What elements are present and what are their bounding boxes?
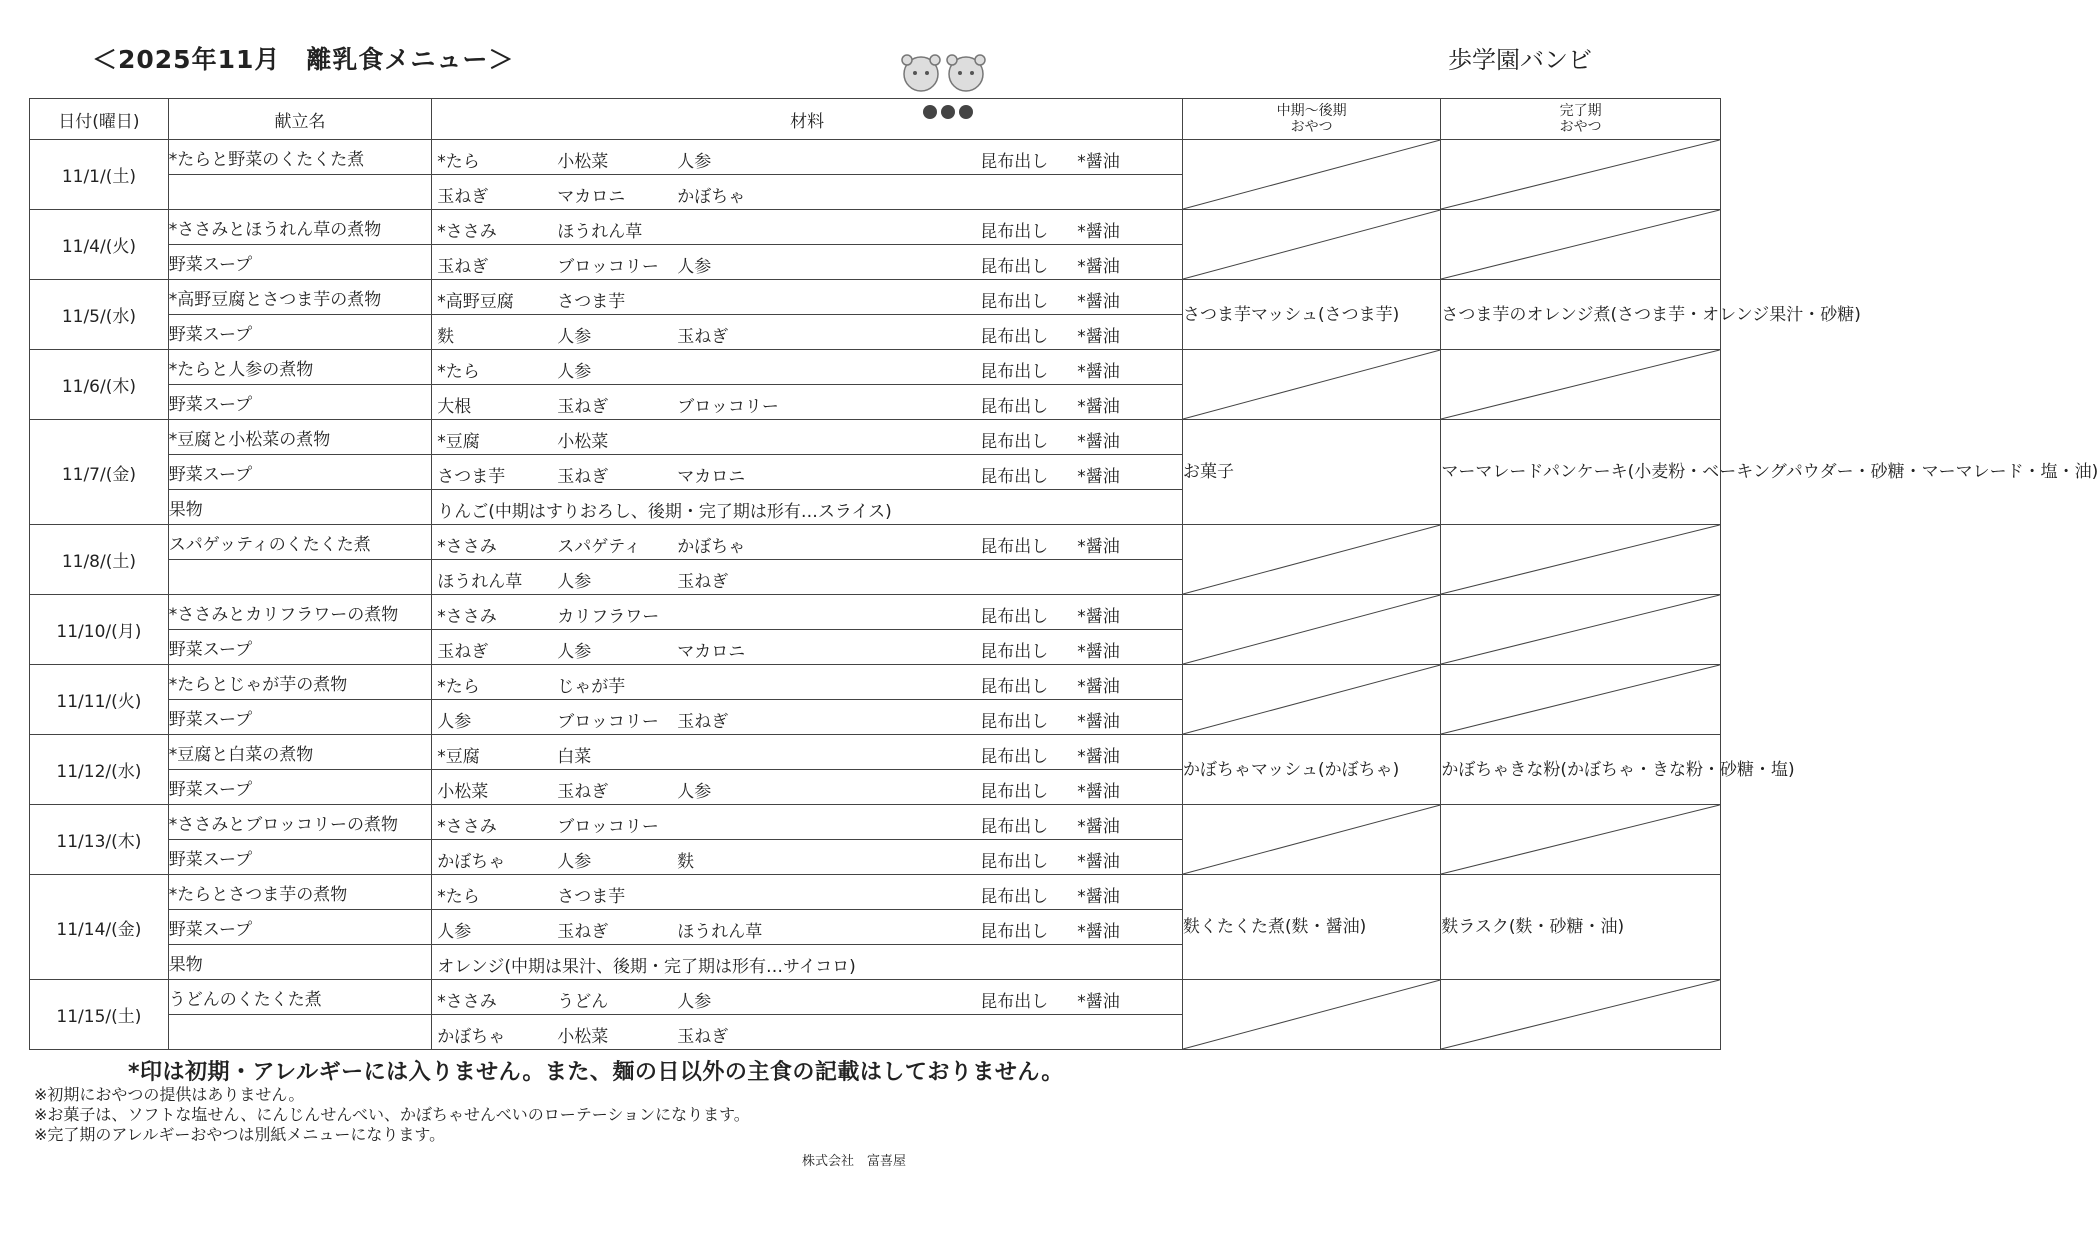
table-row <box>30 665 1721 700</box>
ingredient-item: *ささみ <box>437 992 497 1012</box>
ingredients-cell <box>432 1015 1183 1050</box>
header-snack-final-line2: おやつ <box>1559 119 1602 135</box>
ingredient-item: *ささみ <box>437 607 497 627</box>
ingredients-cell <box>432 945 1183 980</box>
ingredient-item: 小松菜 <box>557 1027 609 1047</box>
snack-final-empty <box>1441 210 1721 280</box>
seasoning-soy: *醤油 <box>1077 257 1120 277</box>
ingredients-cell <box>432 490 1183 525</box>
ingredient-item: *ささみ <box>437 817 497 837</box>
empty-cell-slash <box>1441 665 1720 734</box>
snack-mid-empty <box>1182 595 1440 665</box>
seasoning-dashi: 昆布出し <box>980 852 1049 872</box>
snack-final-empty <box>1441 980 1721 1050</box>
ingredient-item: さつま芋 <box>557 292 626 312</box>
ingredient-item: *たら <box>437 887 480 907</box>
ingredient-item: 麩 <box>677 852 695 872</box>
ingredient-item: 小松菜 <box>557 432 609 452</box>
snack-final-empty <box>1441 805 1721 875</box>
empty-cell-slash <box>1441 525 1720 594</box>
ingredients-cell <box>432 700 1183 735</box>
ingredient-item: 小松菜 <box>557 152 609 172</box>
seasoning-soy: *醤油 <box>1077 992 1120 1012</box>
header-snack-mid-line1: 中期～後期 <box>1276 103 1347 119</box>
date-cell: 11/13/(木) <box>30 805 169 875</box>
allergy-note: *印は初期・アレルギーには入りません。また、麺の日以外の主食の記載はしておりません。 <box>128 1060 1064 1085</box>
empty-cell-slash <box>1183 140 1440 209</box>
seasoning-soy: *醤油 <box>1077 852 1120 872</box>
ingredients-cell <box>432 210 1183 245</box>
ingredients-cell <box>432 280 1183 315</box>
ingredient-item: 玉ねぎ <box>677 1027 729 1047</box>
snack-mid-empty <box>1182 805 1440 875</box>
ingredient-item: うどん <box>557 992 609 1012</box>
ingredient-item: 玉ねぎ <box>557 467 609 487</box>
dish-cell <box>168 560 431 595</box>
ingredients-cell <box>432 630 1183 665</box>
seasoning-soy: *醤油 <box>1077 782 1120 802</box>
table-row <box>30 735 1721 770</box>
ingredient-item: さつま芋 <box>557 887 626 907</box>
table-row <box>30 210 1721 245</box>
empty-cell-slash <box>1441 140 1720 209</box>
dish-cell: 野菜スープ <box>168 385 431 420</box>
ingredient-item: ブロッコリー <box>557 712 659 732</box>
ingredient-item: *たら <box>437 677 480 697</box>
seasoning-soy: *醤油 <box>1077 607 1120 627</box>
seasoning-soy: *醤油 <box>1077 222 1120 242</box>
ingredients-cell <box>432 980 1183 1015</box>
dish-cell: スパゲッティのくたくた煮 <box>168 525 431 560</box>
snack-mid-empty <box>1182 210 1440 280</box>
ingredient-item: 人参 <box>677 257 712 277</box>
dish-cell: *ささみとカリフラワーの煮物 <box>168 595 431 630</box>
snack-final-empty <box>1441 665 1721 735</box>
header-ingredients: 材料 <box>432 99 1183 140</box>
ingredient-item: 玉ねぎ <box>677 712 729 732</box>
ingredients-cell <box>432 665 1183 700</box>
empty-cell-slash <box>1183 980 1440 1049</box>
ingredient-item: ほうれん草 <box>437 572 523 592</box>
table-row <box>30 420 1721 455</box>
table-row <box>30 595 1721 630</box>
ingredient-item: マカロニ <box>677 467 746 487</box>
ingredient-item: 人参 <box>677 992 712 1012</box>
table-header-row <box>30 99 1721 140</box>
ingredients-cell <box>432 140 1183 175</box>
ingredients-cell <box>432 560 1183 595</box>
date-cell: 11/12/(水) <box>30 735 169 805</box>
dish-cell: うどんのくたくた煮 <box>168 980 431 1015</box>
seasoning-dashi: 昆布出し <box>980 992 1049 1012</box>
company-name: 株式会社 富喜屋 <box>802 1154 907 1169</box>
ingredient-item: *豆腐 <box>437 747 480 767</box>
ingredient-item: かぼちゃ <box>437 1027 506 1047</box>
empty-cell-slash <box>1441 210 1720 279</box>
ingredients-cell <box>432 840 1183 875</box>
ingredient-item: 人参 <box>557 572 592 592</box>
ingredient-item: かぼちゃ <box>677 537 746 557</box>
header-snack-mid <box>1182 99 1440 140</box>
empty-cell-slash <box>1183 210 1440 279</box>
seasoning-dashi: 昆布出し <box>980 432 1049 452</box>
dish-cell <box>168 175 431 210</box>
dish-cell: *たらと人参の煮物 <box>168 350 431 385</box>
ingredient-item: ブロッコリー <box>677 397 779 417</box>
seasoning-soy: *醤油 <box>1077 642 1120 662</box>
seasoning-soy: *醤油 <box>1077 292 1120 312</box>
table-row <box>30 140 1721 175</box>
header-snack-mid-line2: おやつ <box>1290 119 1333 135</box>
table-row <box>30 805 1721 840</box>
ingredient-item: ほうれん草 <box>557 222 643 242</box>
empty-cell-slash <box>1183 350 1440 419</box>
snack-final-cell: さつま芋のオレンジ煮(さつま芋・オレンジ果汁・砂糖) <box>1441 280 1721 350</box>
seasoning-dashi: 昆布出し <box>980 747 1049 767</box>
ingredient-item: *高野豆腐 <box>437 292 514 312</box>
seasoning-soy: *醤油 <box>1077 537 1120 557</box>
ingredient-item: かぼちゃ <box>437 852 506 872</box>
seasoning-soy: *醤油 <box>1077 677 1120 697</box>
ingredient-item: 玉ねぎ <box>437 187 489 207</box>
date-cell: 11/7/(金) <box>30 420 169 525</box>
seasoning-soy: *醤油 <box>1077 327 1120 347</box>
ingredients-cell <box>432 735 1183 770</box>
ingredient-item: 人参 <box>677 782 712 802</box>
dish-cell: *ささみとほうれん草の煮物 <box>168 210 431 245</box>
ingredient-note: オレンジ(中期は果汁、後期・完了期は形有…サイコロ) <box>437 957 856 977</box>
seasoning-dashi: 昆布出し <box>980 327 1049 347</box>
dish-cell: 野菜スープ <box>168 630 431 665</box>
note-line-3: ※完了期のアレルギーおやつは別紙メニューになります。 <box>34 1125 446 1144</box>
ingredient-item: 人参 <box>557 852 592 872</box>
dish-cell: *たらとさつま芋の煮物 <box>168 875 431 910</box>
dish-cell: 野菜スープ <box>168 315 431 350</box>
ingredient-note: りんご(中期はすりおろし、後期・完了期は形有…スライス) <box>437 502 892 522</box>
dish-cell: 野菜スープ <box>168 700 431 735</box>
ingredient-item: さつま芋 <box>437 467 506 487</box>
ingredients-cell <box>432 455 1183 490</box>
page-title: ＜2025年11月 離乳食メニュー＞ <box>92 45 515 74</box>
ingredient-item: マカロニ <box>677 642 746 662</box>
ingredient-item: 玉ねぎ <box>677 327 729 347</box>
ingredient-item: 玉ねぎ <box>557 922 609 942</box>
date-cell: 11/6/(木) <box>30 350 169 420</box>
snack-mid-cell: 麩くたくた煮(麩・醤油) <box>1182 875 1440 980</box>
snack-mid-cell: かぼちゃマッシュ(かぼちゃ) <box>1182 735 1440 805</box>
ingredient-item: 玉ねぎ <box>557 782 609 802</box>
ingredients-cell <box>432 420 1183 455</box>
ingredient-item: 麩 <box>437 327 455 347</box>
ingredient-item: 玉ねぎ <box>557 397 609 417</box>
table-row <box>30 350 1721 385</box>
empty-cell-slash <box>1183 805 1440 874</box>
empty-cell-slash <box>1441 805 1720 874</box>
snack-mid-cell: お菓子 <box>1182 420 1440 525</box>
menu-table <box>29 98 2098 1050</box>
seasoning-dashi: 昆布出し <box>980 712 1049 732</box>
date-cell: 11/8/(土) <box>30 525 169 595</box>
date-cell: 11/10/(月) <box>30 595 169 665</box>
ingredient-item: ブロッコリー <box>557 257 659 277</box>
seasoning-dashi: 昆布出し <box>980 397 1049 417</box>
snack-mid-empty <box>1182 980 1440 1050</box>
table-row <box>30 980 1721 1015</box>
ingredients-cell <box>432 350 1183 385</box>
dish-cell: 果物 <box>168 490 431 525</box>
ingredients-cell <box>432 770 1183 805</box>
ingredients-cell <box>432 315 1183 350</box>
ingredient-item: *豆腐 <box>437 432 480 452</box>
snack-final-empty <box>1441 525 1721 595</box>
snack-final-cell: 麩ラスク(麩・砂糖・油) <box>1441 875 1721 980</box>
ingredient-item: 大根 <box>437 397 472 417</box>
seasoning-dashi: 昆布出し <box>980 642 1049 662</box>
ingredients-cell <box>432 805 1183 840</box>
seasoning-soy: *醤油 <box>1077 817 1120 837</box>
table-row <box>30 875 1721 910</box>
dish-cell: *高野豆腐とさつま芋の煮物 <box>168 280 431 315</box>
empty-cell-slash <box>1441 350 1720 419</box>
seasoning-soy: *醤油 <box>1077 152 1120 172</box>
ingredient-item: ブロッコリー <box>557 817 659 837</box>
snack-mid-empty <box>1182 350 1440 420</box>
header-snack-final-line1: 完了期 <box>1559 103 1602 119</box>
ingredient-item: 小松菜 <box>437 782 489 802</box>
ingredient-item: 人参 <box>557 362 592 382</box>
seasoning-soy: *醤油 <box>1077 747 1120 767</box>
date-cell: 11/5/(水) <box>30 280 169 350</box>
snack-mid-empty <box>1182 525 1440 595</box>
empty-cell-slash <box>1183 595 1440 664</box>
ingredients-cell <box>432 910 1183 945</box>
seasoning-dashi: 昆布出し <box>980 887 1049 907</box>
ingredient-item: マカロニ <box>557 187 626 207</box>
dish-cell: *たらと野菜のくたくた煮 <box>168 140 431 175</box>
ingredients-cell <box>432 245 1183 280</box>
ingredient-item: 人参 <box>557 642 592 662</box>
ingredient-item: *ささみ <box>437 537 497 557</box>
snack-mid-empty <box>1182 665 1440 735</box>
seasoning-dashi: 昆布出し <box>980 922 1049 942</box>
note-line-2: ※お菓子は、ソフトな塩せん、にんじんせんべい、かぼちゃせんべいのローテーションになります。 <box>34 1105 750 1124</box>
ingredient-item: 玉ねぎ <box>677 572 729 592</box>
seasoning-soy: *醤油 <box>1077 432 1120 452</box>
ingredients-cell <box>432 175 1183 210</box>
ingredient-item: 玉ねぎ <box>437 642 489 662</box>
seasoning-soy: *醤油 <box>1077 887 1120 907</box>
dish-cell: *豆腐と小松菜の煮物 <box>168 420 431 455</box>
ingredient-item: かぼちゃ <box>677 187 746 207</box>
seasoning-soy: *醤油 <box>1077 467 1120 487</box>
ingredient-item: 人参 <box>437 712 472 732</box>
seasoning-soy: *醤油 <box>1077 712 1120 732</box>
seasoning-dashi: 昆布出し <box>980 292 1049 312</box>
seasoning-dashi: 昆布出し <box>980 222 1049 242</box>
table-row <box>30 280 1721 315</box>
ingredient-item: *たら <box>437 362 480 382</box>
note-line-1: ※初期におやつの提供はありません。 <box>34 1085 305 1104</box>
seasoning-dashi: 昆布出し <box>980 677 1049 697</box>
seasoning-dashi: 昆布出し <box>980 257 1049 277</box>
ingredients-cell <box>432 595 1183 630</box>
snack-mid-cell: さつま芋マッシュ(さつま芋) <box>1182 280 1440 350</box>
dish-cell: 野菜スープ <box>168 455 431 490</box>
ingredient-item: *ささみ <box>437 222 497 242</box>
dish-cell: 果物 <box>168 945 431 980</box>
ingredient-item: ほうれん草 <box>677 922 763 942</box>
snack-final-cell: マーマレードパンケーキ(小麦粉・ベーキングパウダー・砂糖・マーマレード・塩・油) <box>1441 420 1721 525</box>
dish-cell: 野菜スープ <box>168 770 431 805</box>
date-cell: 11/15/(土) <box>30 980 169 1050</box>
ingredient-item: 白菜 <box>557 747 592 767</box>
ingredient-item: 人参 <box>677 152 712 172</box>
snack-mid-empty <box>1182 140 1440 210</box>
snack-final-empty <box>1441 350 1721 420</box>
ingredient-item: 玉ねぎ <box>437 257 489 277</box>
seasoning-dashi: 昆布出し <box>980 467 1049 487</box>
snack-final-empty <box>1441 595 1721 665</box>
seasoning-soy: *醤油 <box>1077 397 1120 417</box>
seasoning-soy: *醤油 <box>1077 922 1120 942</box>
seasoning-soy: *醤油 <box>1077 362 1120 382</box>
organization-name: 歩学園バンビ <box>1448 46 1592 74</box>
ingredients-cell <box>432 875 1183 910</box>
seasoning-dashi: 昆布出し <box>980 817 1049 837</box>
dish-cell <box>168 1015 431 1050</box>
empty-cell-slash <box>1441 595 1720 664</box>
empty-cell-slash <box>1183 665 1440 734</box>
date-cell: 11/11/(火) <box>30 665 169 735</box>
date-cell: 11/14/(金) <box>30 875 169 980</box>
snack-final-empty <box>1441 140 1721 210</box>
dish-cell: *豆腐と白菜の煮物 <box>168 735 431 770</box>
dish-cell: 野菜スープ <box>168 245 431 280</box>
seasoning-dashi: 昆布出し <box>980 152 1049 172</box>
ingredient-item: じゃが芋 <box>557 677 626 697</box>
empty-cell-slash <box>1183 525 1440 594</box>
header-date: 日付(曜日) <box>30 99 169 140</box>
ingredients-cell <box>432 385 1183 420</box>
ingredient-item: 人参 <box>557 327 592 347</box>
seasoning-dashi: 昆布出し <box>980 362 1049 382</box>
seasoning-dashi: 昆布出し <box>980 782 1049 802</box>
seasoning-dashi: 昆布出し <box>980 607 1049 627</box>
dish-cell: *たらとじゃが芋の煮物 <box>168 665 431 700</box>
ingredient-item: スパゲティ <box>557 537 641 557</box>
ingredient-item: *たら <box>437 152 480 172</box>
header-snack-final <box>1441 99 1721 140</box>
menu-body <box>30 140 2098 1050</box>
dish-cell: 野菜スープ <box>168 910 431 945</box>
date-cell: 11/4/(火) <box>30 210 169 280</box>
seasoning-dashi: 昆布出し <box>980 537 1049 557</box>
header-dish: 献立名 <box>168 99 431 140</box>
dish-cell: 野菜スープ <box>168 840 431 875</box>
date-cell: 11/1/(土) <box>30 140 169 210</box>
empty-cell-slash <box>1441 980 1720 1049</box>
ingredients-cell <box>432 525 1183 560</box>
table-row <box>30 525 1721 560</box>
ingredient-item: カリフラワー <box>557 607 660 627</box>
snack-final-cell: かぼちゃきな粉(かぼちゃ・きな粉・砂糖・塩) <box>1441 735 1721 805</box>
ingredient-item: 人参 <box>437 922 472 942</box>
dish-cell: *ささみとブロッコリーの煮物 <box>168 805 431 840</box>
